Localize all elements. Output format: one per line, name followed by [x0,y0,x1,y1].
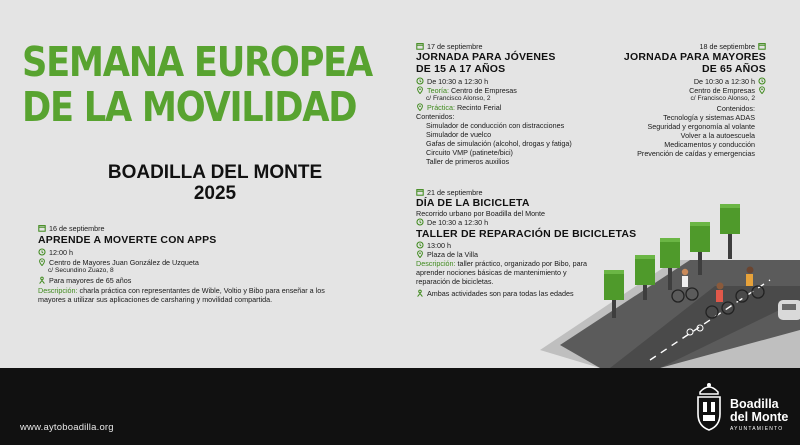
date-text: 18 de septiembre [699,42,755,51]
address-text: c/ Secundino Zuazo, 8 [48,267,114,274]
date-text: 17 de septiembre [427,42,483,51]
clock-icon [416,218,424,226]
list-item: Circuito VMP (patinete/bici) [426,148,513,157]
list-item: Taller de primeros auxilios [426,157,510,166]
calendar-icon [758,42,766,50]
route-text: Recorrido urbano por Boadilla del Monte [416,209,546,218]
event-sep16 [38,224,348,304]
description-label: Descripción: [38,286,78,295]
audience-text: Para mayores de 65 años [49,276,132,285]
person-icon [416,289,424,297]
event-sep18 [580,42,766,158]
footer-bar [0,368,800,445]
logo-text-line-1: Boadilla [730,397,779,411]
logo-text-line-2: del Monte [730,410,789,424]
time-text: 13:00 h [427,241,451,250]
description [38,286,348,304]
clock-icon [758,77,766,85]
description-text: taller práctico, organizado por Bibo, para aprender nociones básicas de mantenimiento y reparación de bicicletas. [416,259,587,286]
subtitle-year: 2025 [193,183,237,204]
section-title: TALLER DE REPARACIÓN DE BICICLETAS [416,228,637,240]
tree-4 [720,204,740,259]
website-url: www.aytoboadilla.org [20,422,114,433]
list-item: Tecnología y sistemas ADAS [663,113,755,122]
section-title-line-2: DE 65 AÑOS [701,63,766,75]
logo-text-line-3: AYUNTAMIENTO [730,426,784,432]
person-icon [38,276,46,284]
date-text: 21 de septiembre [427,188,483,197]
city-logo [694,380,794,438]
location-pin-icon [416,86,424,94]
time-text: De 10:30 a 12:30 h [427,218,489,227]
date-text: 16 de septiembre [49,224,105,233]
subtitle-city: BOADILLA DEL MONTE [107,162,323,183]
list-item: Prevención de caídas y emergencias [637,149,755,158]
calendar-icon [416,42,424,50]
address-text: c/ Francisco Alonso, 2 [690,95,755,102]
address-text: c/ Francisco Alonso, 2 [426,95,491,102]
title-line-2: DE LA MOVILIDAD [22,83,357,131]
description-label: Descripción: [416,259,456,268]
clock-icon [38,248,46,256]
calendar-icon [416,188,424,196]
contents-label: Contenidos: [416,112,455,121]
theory-label: Teoría: [427,86,449,95]
event-title [22,38,372,131]
section-title-line-2: DE 15 A 17 AÑOS [416,63,506,75]
time-text: 12:00 h [49,248,73,257]
section-title-line-1: JORNADA PARA JÓVENES [416,51,556,63]
theory-place: Centro de Empresas [448,86,517,95]
note-text: Ambas actividades son para todas las edades [427,289,574,298]
contents-list [580,113,766,158]
list-item: Simulador de vuelco [426,130,492,139]
section-title: APRENDE A MOVERTE CON APPS [38,234,217,246]
clock-icon [416,241,424,249]
clock-icon [416,77,424,85]
list-item: Medicamentos y conducción [664,140,755,149]
practice-place: Recinto Ferial [454,103,502,112]
title-line-1: SEMANA EUROPEA [22,38,372,86]
location-pin-icon [38,258,46,266]
location-pin-icon [758,86,766,94]
description-text: charla práctica con representantes de Wible, Voltio y Bibo para enseñar a los mayores a utilizar sus aplicaciones de carsharing y movilidad compartida. [38,286,325,304]
place-text: Plaza de la Villa [427,250,479,259]
contents-label: Contenidos: [716,104,755,113]
location-pin-icon [416,250,424,258]
list-item: Simulador de conducción con distracciones [426,121,565,130]
list-item: Gafas de simulación (alcohol, drogas y fatiga) [426,139,572,148]
event-subtitle [90,162,340,204]
place-text: Centro de Empresas [689,86,755,95]
section-title: DÍA DE LA BICICLETA [416,197,530,209]
place-text: Centro de Mayores Juan González de Uzqueta [49,258,199,267]
list-item: Seguridad y ergonomía al volante [647,122,755,131]
car [778,300,800,320]
location-pin-icon [416,103,424,111]
time-text: De 10:30 a 12:30 h [693,77,755,86]
practice-label: Práctica: [427,103,455,112]
list-item: Volver a la autoescuela [680,131,755,140]
time-text: De 10:30 a 12:30 h [427,77,489,86]
bike-lane-illustration [540,200,800,368]
calendar-icon [38,224,46,232]
section-title-line-1: JORNADA PARA MAYORES [623,51,766,63]
coat-of-arms-icon [694,380,724,434]
